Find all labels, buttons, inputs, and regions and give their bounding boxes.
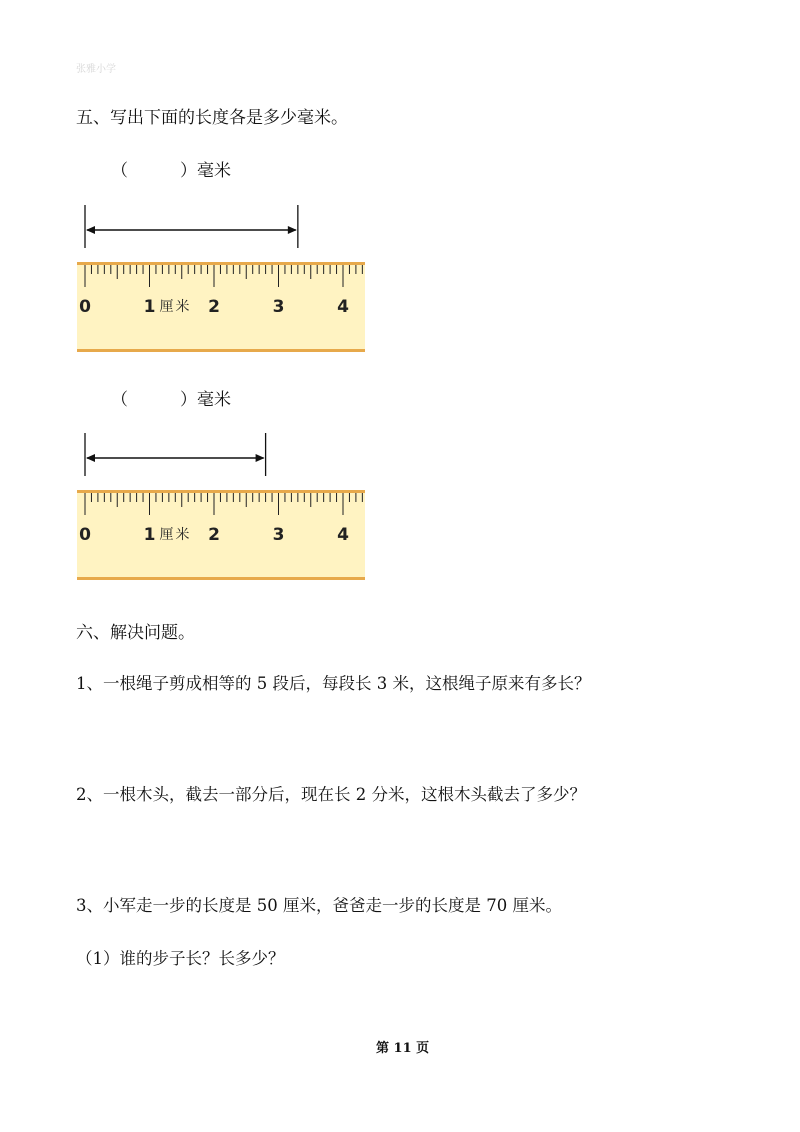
ruler-unit-label: 厘米 [159, 527, 192, 543]
ruler-label: 3 [272, 525, 285, 545]
sub-question-1: （1）谁的步子长？长多少？ [76, 949, 285, 968]
ruler-label: 1 [143, 525, 156, 545]
arrowhead-left [86, 454, 95, 462]
ruler-label: 3 [272, 297, 285, 317]
answer-open-paren: （ [111, 390, 128, 410]
answer-open-paren: （ [111, 161, 128, 181]
ruler-label: 4 [337, 525, 349, 545]
ruler-figure-2 [70, 428, 370, 588]
answer-unit: ）毫米 [180, 161, 231, 181]
arrowhead-right [256, 454, 265, 462]
answer-unit: ）毫米 [180, 390, 231, 410]
arrowhead-right [288, 226, 297, 234]
ruler-body [77, 490, 365, 580]
ruler-label: 2 [208, 297, 220, 317]
ruler-label: 0 [79, 297, 91, 317]
ruler-label: 0 [79, 525, 91, 545]
question-1: 1、一根绳子剪成相等的 5 段后，每段长 3 米，这根绳子原来有多长？ [76, 674, 591, 693]
ruler-label: 2 [208, 525, 220, 545]
ruler-top-edge [77, 490, 365, 493]
ruler-label: 1 [143, 297, 156, 317]
watermark: 张雅小学 [76, 64, 116, 75]
ruler-body [77, 262, 365, 352]
ruler-unit-label: 厘米 [159, 299, 192, 315]
answer-blank-2 [111, 385, 231, 410]
ruler-bottom-edge [77, 577, 365, 580]
question-2: 2、一根木头，截去一部分后，现在长 2 分米，这根木头截去了多少？ [76, 785, 586, 804]
question-3: 3、小军走一步的长度是 50 厘米，爸爸走一步的长度是 70 厘米。 [76, 896, 562, 915]
arrowhead-left [86, 226, 95, 234]
ruler-figure-1 [70, 200, 370, 360]
page-number: 第 11 页 [376, 1041, 430, 1056]
ruler-bottom-edge [77, 349, 365, 352]
answer-blank-1 [111, 156, 231, 181]
section5-heading: 五、写出下面的长度各是多少毫米。 [76, 108, 348, 128]
section6-heading: 六、解决问题。 [76, 623, 195, 643]
ruler-label: 4 [337, 297, 349, 317]
ruler-top-edge [77, 262, 365, 265]
